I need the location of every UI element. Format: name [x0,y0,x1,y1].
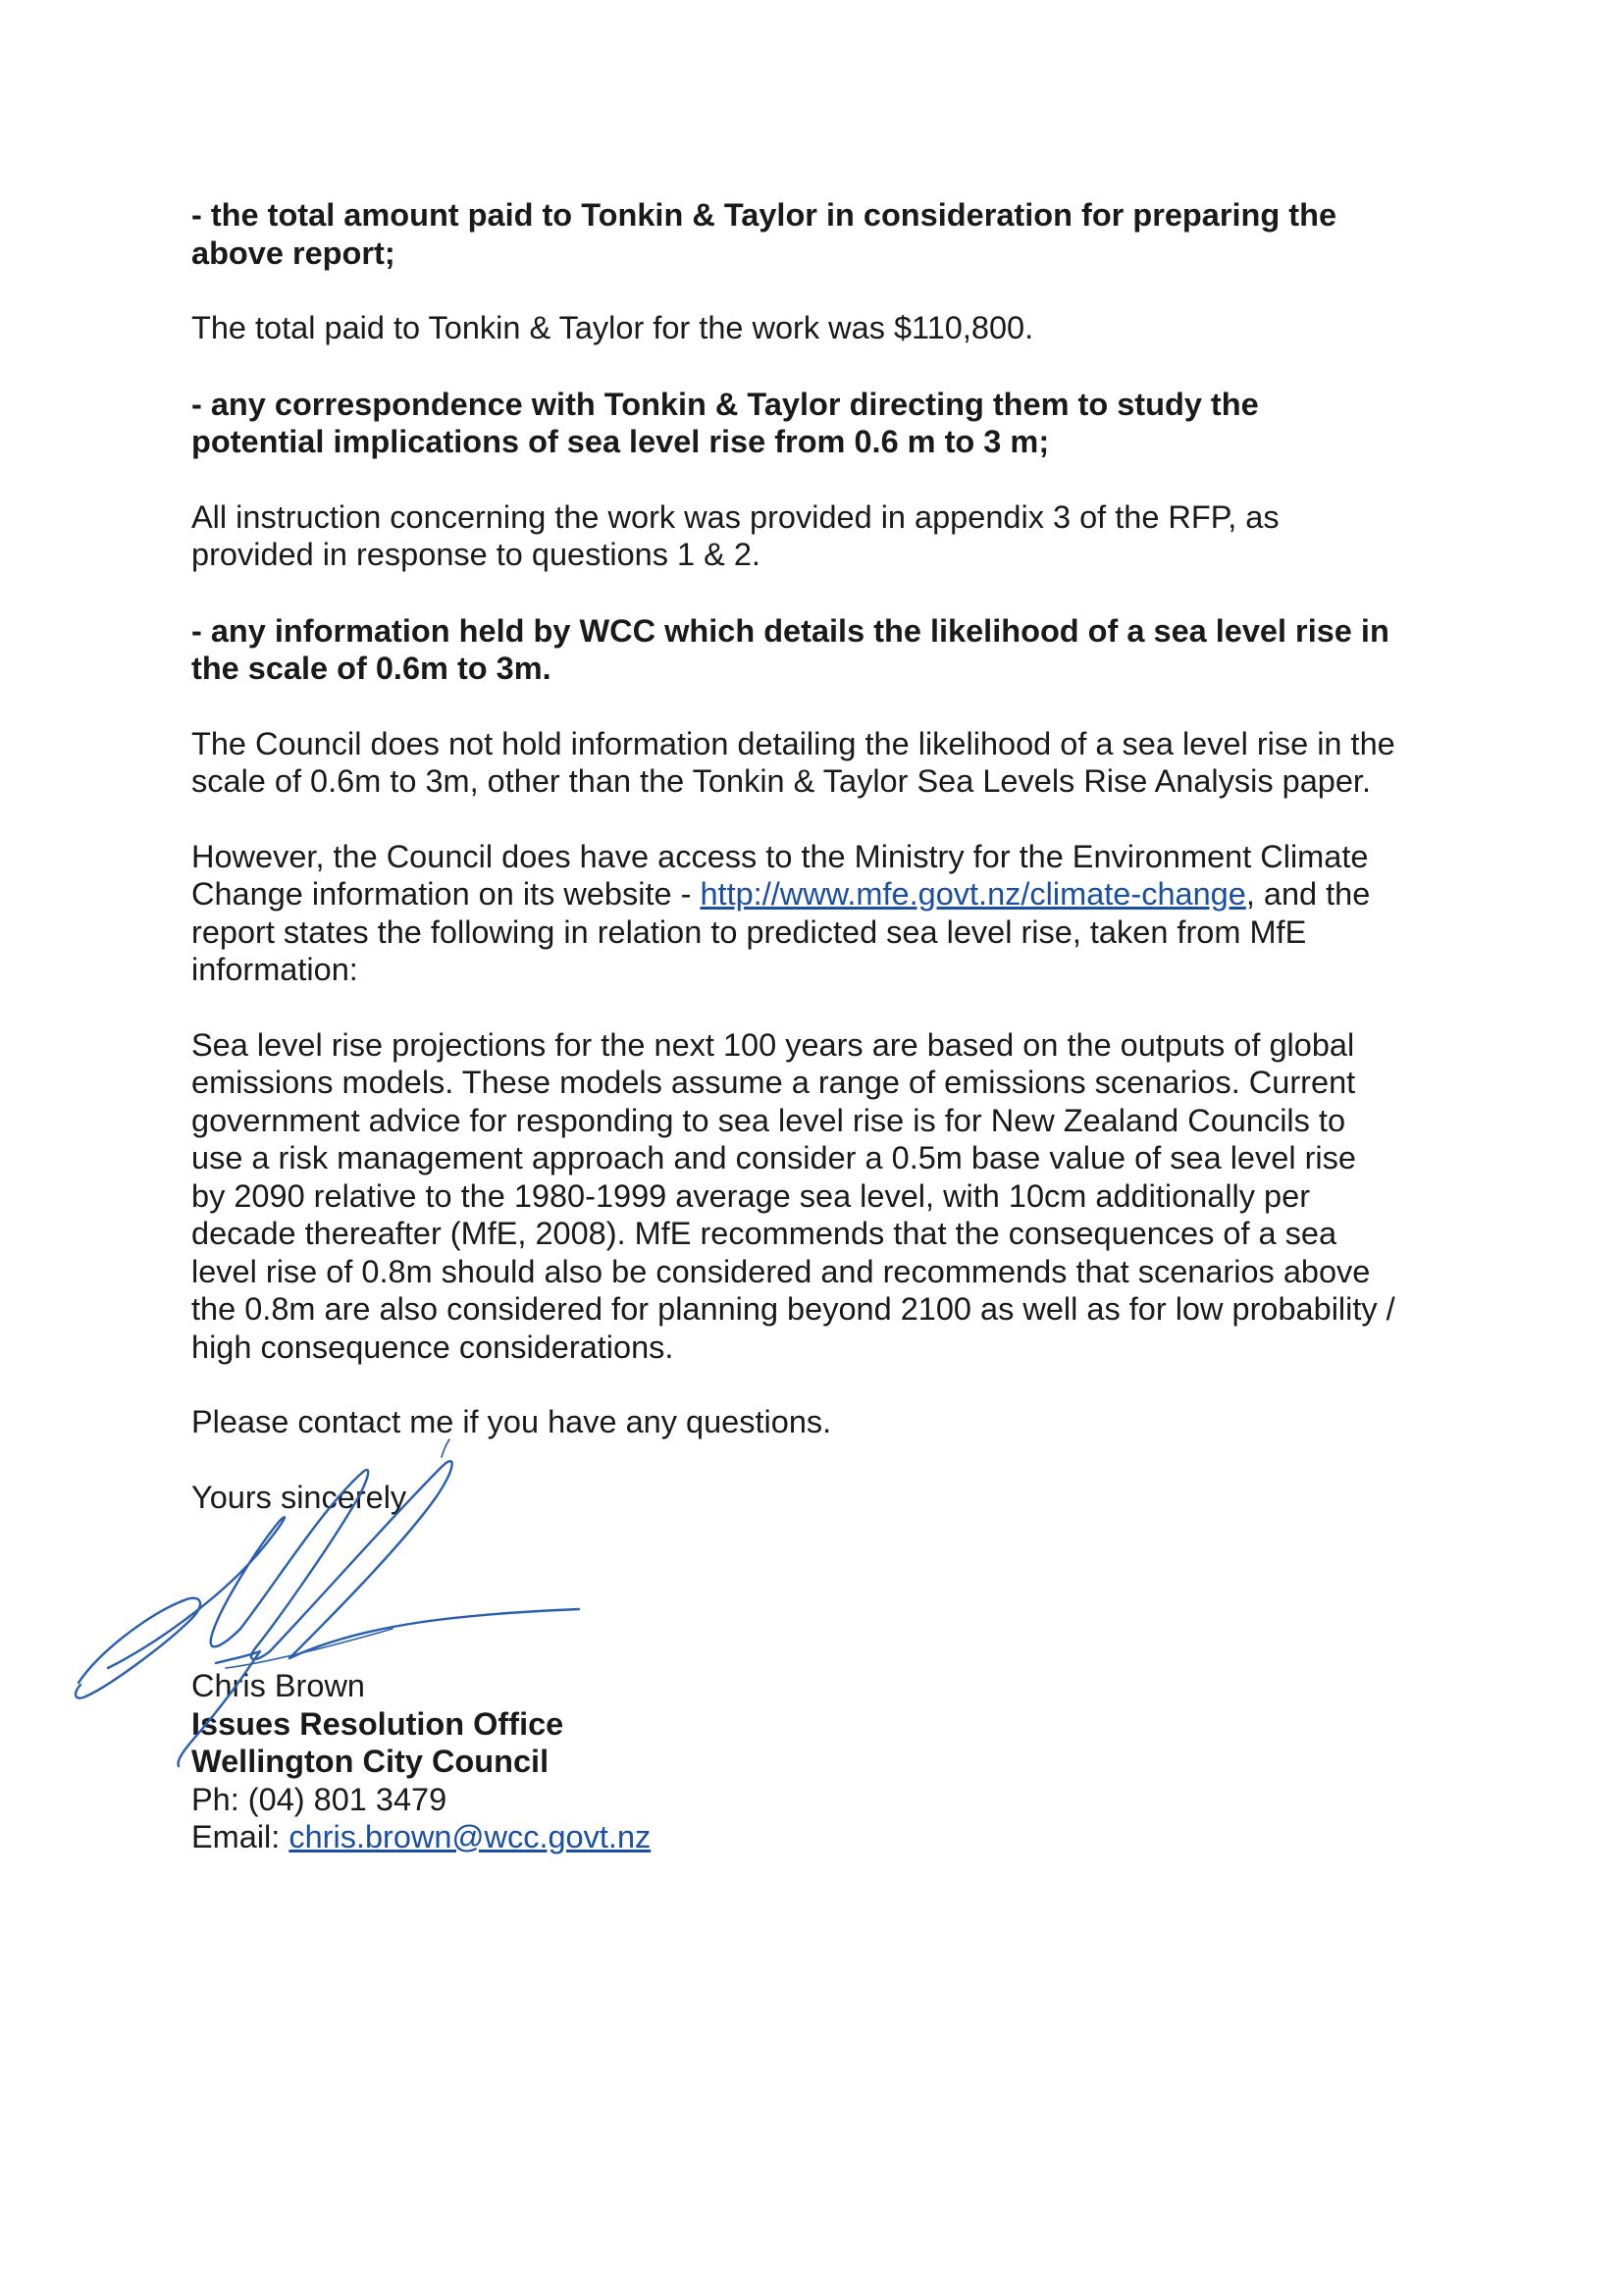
mfe-text-before: However, the Council does have access to the Ministry for the Environment Climate Change information on its website - [191,838,1369,912]
sender-name: Chris Brown [191,1668,365,1703]
question-total-paid: - the total amount paid to Tonkin & Taylor in consideration for preparing the above report; [191,197,1337,271]
letter-body [191,196,1447,1856]
sender-block [191,1667,1447,1856]
sender-email-link[interactable]: chris.brown@wcc.govt.nz [288,1819,652,1854]
mfe-text-after: , and the report states the following in relation to predicted sea level rise, taken from MfE information: [191,876,1371,987]
answer-likelihood: The Council does not hold information detailing the likelihood of a sea level rise in the scale of 0.6m to 3m, other than the Tonkin & Taylor Sea Levels Rise Analysis paper. [191,725,1395,799]
sender-office: Issues Resolution Office [191,1705,564,1742]
closing-line: Please contact me if you have any questions. [191,1404,832,1439]
question-correspondence: - any correspondence with Tonkin & Taylor directing them to study the potential implications of sea level rise from 0.6 m to 3 m; [191,386,1259,459]
sender-email-label: Email: [191,1819,289,1854]
sender-organisation: Wellington City Council [191,1744,550,1779]
question-likelihood: - any information held by WCC which details the likelihood of a sea level rise in the scale of 0.6m to 3m. [191,612,1389,686]
answer-total-paid: The total paid to Tonkin & Taylor for the work was $110,800. [191,310,1034,345]
mfe-climate-change-link[interactable]: http://www.mfe.govt.nz/climate-change [700,876,1246,912]
sender-phone: Ph: (04) 801 3479 [191,1781,447,1817]
paragraph-sea-level-projections: Sea level rise projections for the next 100 years are based on the outputs of global emissions models. These models assume a range of emissions scenarios. Current government advice for responding to sea level rise is for New Zealand Councils to use a risk management approach and consider a 0.5m base value of sea level rise by 2090 relative to the 1980-1999 average sea level, with 10cm additionally per decade thereafter (MfE, 2008). MfE recommends that the consequences of a sea level rise of 0.8m should also be considered and recommends that scenarios above the 0.8m are also considered for planning beyond 2100 as well as for low probability / high consequence considerations. [191,1026,1395,1365]
salutation: Yours sincerely [191,1479,407,1515]
sender-email-line [191,1818,1447,1856]
answer-correspondence: All instruction concerning the work was provided in appendix 3 of the RFP, as provided in response to questions 1 & 2. [191,498,1280,572]
paragraph-mfe-access [191,838,1447,989]
